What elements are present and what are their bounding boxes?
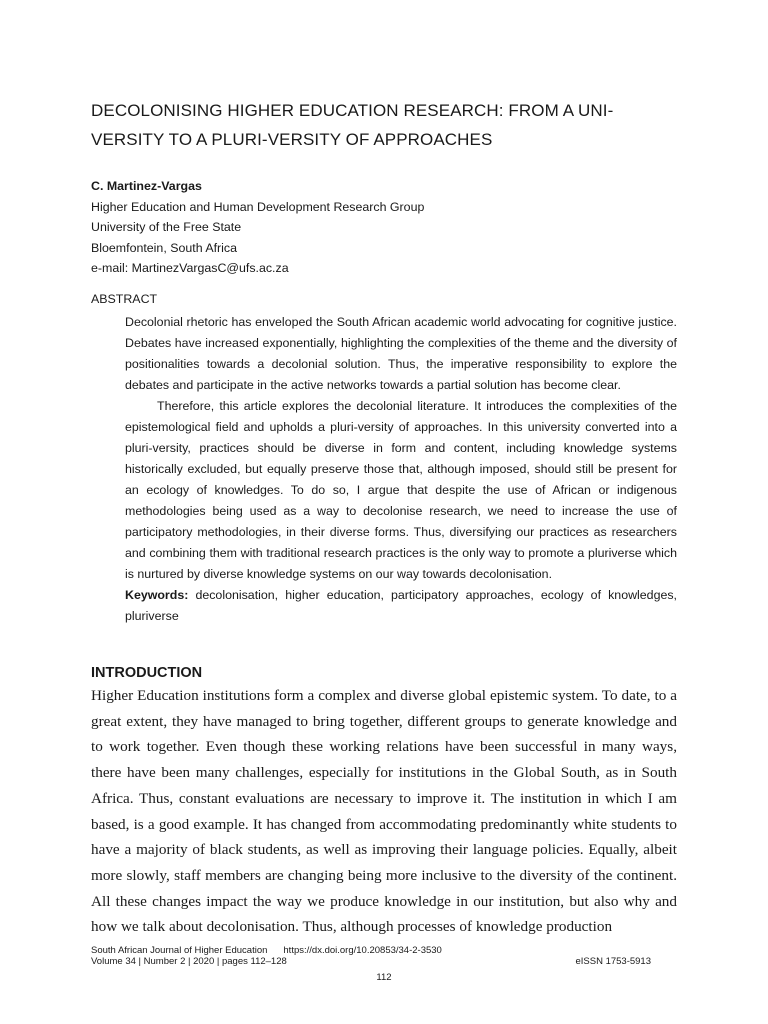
keywords [125,585,677,627]
author-email: e-mail: MartinezVargasC@ufs.ac.za [91,261,289,275]
abstract-paragraph-1: Decolonial rhetoric has enveloped the South African academic world advocating for cognitive justice. Debates have increased exponentially, highlighting the complexities of the theme and the diversity of positionalities towards a decolonial solution. Thus, the imperative responsibility to explore the debates and participate in the active networks towards a partial solution has become clear. [125,315,677,392]
page-footer [91,945,651,983]
abstract-body [125,312,677,627]
affiliation-university: University of the Free State [91,220,242,234]
keywords-list: decolonisation, higher education, participatory approaches, ecology of knowledges, pluriverse [125,588,677,623]
journal-name: South African Journal of Higher Education [91,945,268,956]
affiliation-group: Higher Education and Human Development Research Group [91,199,425,214]
abstract-label: ABSTRACT [91,292,158,306]
author-name: C. Martinez-Vargas [91,179,202,193]
doi-link[interactable]: https://dx.doi.org/10.20853/34-2-3530 [283,945,442,956]
keywords-label: Keywords: [125,588,189,602]
introduction-text: Higher Education institutions form a complex and diverse global epistemic system. To date, to a great extent, they have managed to bring together, different groups to generate knowledge and to work together. Even though these working relations have been successful in many ways, there have been many challenges, especially for institutions in the Global South, as in South Africa. Thus, constant evaluations are necessary to improve it. The institution in which I am based, is a good example. It has changed from accommodating predominantly white students to have a majority of black students, as well as improving their language policies. Equally, albeit more slowly, staff members are changing being more inclusive to the diversity of the continent. All these changes impact the way we produce knowledge in our institution, but also why and how we talk about decolonisation. Thus, although processes of knowledge production [91,687,677,936]
volume-info: Volume 34 | Number 2 | 2020 | pages 112–128 [91,956,287,967]
paper-title: DECOLONISING HIGHER EDUCATION RESEARCH: FROM A UNI-VERSITY TO A PLURI-VERSITY OF APPROACHES [91,101,614,149]
eissn: eISSN 1753-5913 [575,956,651,967]
affiliation-location: Bloemfontein, South Africa [91,240,238,255]
author-block [91,176,691,279]
abstract-paragraph-2: Therefore, this article explores the decolonial literature. It introduces the complexities of the epistemological field and upholds a pluri-versity of approaches. In this university converted into a pluri-versity, practices should be diverse in form and content, including knowledge systems historically excluded, but equally preserve those that, although imposed, should still be present for an ecology of knowledges. To do so, I argue that despite the use of African or indigenous methodologies being used as a way to decolonise research, we need to increase the use of participatory methodologies, in their diverse forms. Thus, diversifying our practices as researchers and combining them with traditional research practices is the only way to promote a pluriverse which is nurtured by diverse knowledge systems on our way towards decolonisation. [125,399,677,581]
page-number: 112 [376,972,392,983]
introduction-heading: INTRODUCTION [91,665,203,681]
